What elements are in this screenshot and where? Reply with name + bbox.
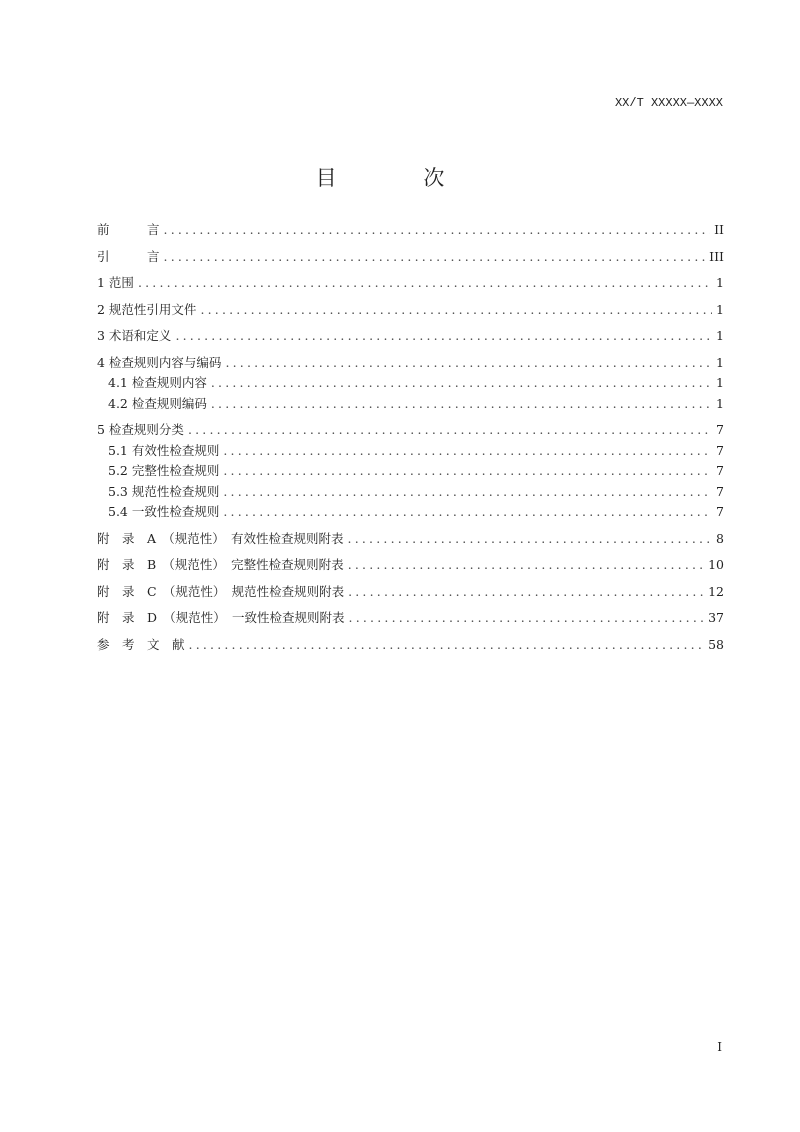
toc-title: 目 次 [315,166,485,190]
toc-entry-label: 5.2 完整性检查规则 [108,463,220,478]
toc-entry-appendix-d[interactable] [97,608,724,629]
toc-entry-page: 12 [708,583,724,599]
toc-entry-label: 附 录 B （规范性） 完整性检查规则附表 [97,557,344,572]
toc-entry-section-5-3[interactable] [97,482,724,503]
toc-entry-normative-references[interactable] [97,300,724,321]
toc-entry-page: 1 [716,395,724,411]
toc-entry-bibliography[interactable] [97,635,724,656]
toc-entry-label: 5.4 一致性检查规则 [108,504,220,519]
toc-entry-foreword[interactable] [97,220,724,241]
toc-entry-label: 1 范围 [97,275,134,290]
leader-dots [348,557,704,572]
toc-entry-label: 4 检查规则内容与编码 [97,354,222,370]
toc-entry-label: 参 考 文 献 [97,636,185,652]
toc-entry-label: 5.3 规范性检查规则 [108,483,220,499]
toc-entry-section-5[interactable] [97,420,724,441]
toc-entry-section-5-4[interactable] [97,502,724,523]
toc-entry-scope[interactable] [97,273,724,294]
page-number: I [717,1040,722,1054]
toc-entry-label: 引 言 [97,248,160,264]
toc-entry-section-5-2[interactable] [97,461,724,482]
leader-dots [223,463,712,478]
toc-entry-page: 7 [716,463,724,478]
toc-entry-page: II [714,222,724,237]
toc-entry-page: 1 [716,301,724,317]
leader-dots [223,443,712,458]
toc-entry-appendix-a[interactable] [97,529,724,550]
toc-entry-page: 7 [716,422,724,437]
toc-entry-label: 5.1 有效性检查规则 [108,442,220,458]
leader-dots [349,610,705,625]
toc-entry-label: 4.2 检查规则编码 [108,395,207,411]
toc-entry-introduction[interactable] [97,247,724,268]
toc-entry-section-5-1[interactable] [97,441,724,462]
toc-entry-page: III [709,248,724,264]
leader-dots [211,375,712,390]
toc-entry-label: 前 言 [97,222,160,237]
leader-dots [164,249,706,264]
leader-dots [223,504,712,519]
toc-entry-appendix-c[interactable] [97,582,724,603]
table-of-contents [97,220,724,655]
toc-entry-label: 附 录 C （规范性） 规范性检查规则附表 [97,583,345,599]
toc-entry-label: 2 规范性引用文件 [97,301,197,317]
toc-entry-page: 1 [716,275,724,290]
toc-entry-page: 8 [716,530,724,546]
toc-entry-label: 附 录 D （规范性） 一致性检查规则附表 [97,610,345,625]
leader-dots [225,355,712,370]
toc-entry-page: 1 [716,354,724,370]
leader-dots [164,222,711,237]
toc-entry-page: 1 [716,375,724,390]
toc-entry-label: 3 术语和定义 [97,328,172,343]
toc-entry-page: 58 [708,636,724,652]
toc-entry-page: 7 [716,483,724,499]
leader-dots [138,275,712,290]
toc-entry-page: 37 [708,610,724,625]
standard-code: XX/T XXXXX—XXXX [614,96,723,110]
leader-dots [188,422,712,437]
leader-dots [189,637,705,652]
leader-dots [348,531,713,546]
leader-dots [223,484,712,499]
toc-entry-page: 7 [716,504,724,519]
toc-entry-section-4[interactable] [97,353,724,374]
toc-entry-appendix-b[interactable] [97,555,724,576]
toc-entry-page: 7 [716,442,724,458]
leader-dots [200,302,712,317]
leader-dots [211,396,712,411]
toc-entry-page: 1 [716,328,724,343]
toc-entry-label: 4.1 检查规则内容 [108,375,207,390]
toc-entry-section-4-2[interactable] [97,394,724,415]
leader-dots [175,328,712,343]
toc-entry-label: 5 检查规则分类 [97,422,184,437]
toc-entry-section-4-1[interactable] [97,373,724,394]
toc-entry-page: 10 [708,557,724,572]
toc-entry-terms[interactable] [97,326,724,347]
leader-dots [348,584,704,599]
toc-entry-label: 附 录 A （规范性） 有效性检查规则附表 [97,530,344,546]
